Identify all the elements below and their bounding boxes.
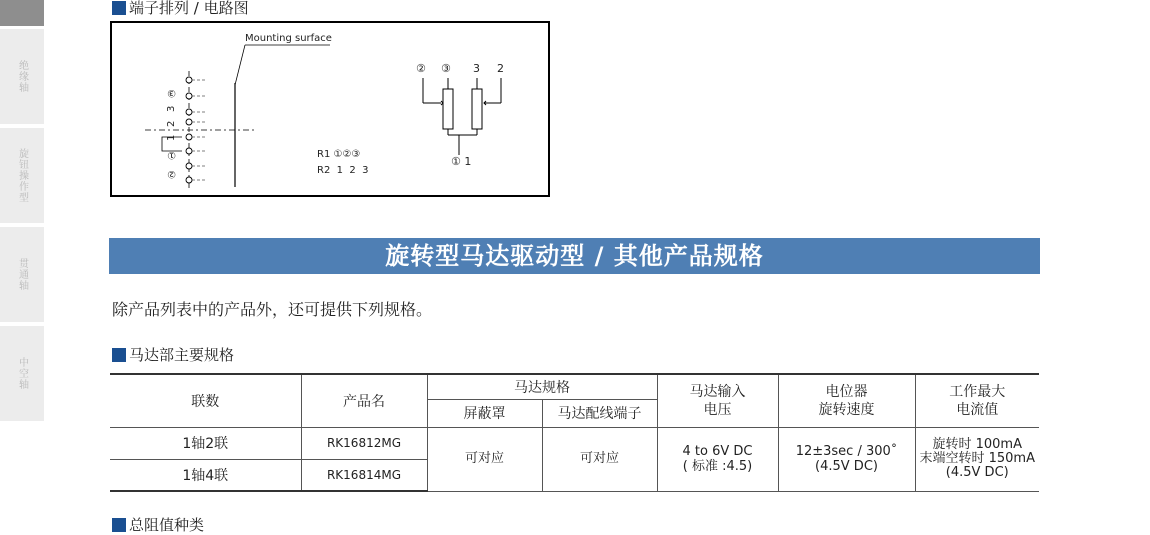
pin-label: ① xyxy=(166,149,177,161)
cell-line: 末端空转时 150mA xyxy=(919,451,1035,466)
heading-square-icon xyxy=(112,518,126,532)
heading-text: 马达部主要规格 xyxy=(129,346,235,364)
intro-text: 除产品列表中的产品外，还可提供下列规格。 xyxy=(112,300,433,319)
header-input-voltage xyxy=(657,374,778,427)
header-max-current xyxy=(915,374,1039,427)
heading-text: 总阻值种类 xyxy=(129,516,205,534)
header-line: 工作最大 xyxy=(949,383,1006,400)
pin-label: 1 xyxy=(166,134,177,142)
header-line: 旋转速度 xyxy=(818,401,875,418)
motor-section-heading xyxy=(112,344,234,365)
side-tab-insulated-shaft[interactable] xyxy=(0,29,44,124)
cell-line: 旋转时 100mA xyxy=(932,437,1022,452)
heading-square-icon xyxy=(112,348,126,362)
r2-legend: R2 1 2 3 xyxy=(317,165,369,176)
terminal-section-heading xyxy=(112,0,249,18)
heading-text: 端子排列 / 电路图 xyxy=(129,0,249,17)
side-tab-through-shaft[interactable] xyxy=(0,227,44,322)
cell-line: 12±3sec / 300˚ xyxy=(795,444,898,459)
side-tab-knob[interactable] xyxy=(0,128,44,223)
section-banner: 旋转型马达驱动型 / 其他产品规格 xyxy=(109,238,1040,274)
header-wiring: 马达配线端子 xyxy=(542,399,657,427)
terminal-diagram xyxy=(110,21,550,197)
resistance-section-heading xyxy=(112,514,204,535)
motor-spec-table xyxy=(110,373,1039,492)
circuit-terminal-label: ② xyxy=(416,62,426,75)
cell-product: RK16812MG xyxy=(301,427,427,459)
side-tab-active[interactable] xyxy=(0,0,44,26)
cell-line: 4 to 6V DC xyxy=(682,444,753,459)
cell-line: ( 标准 :4.5) xyxy=(682,459,753,474)
cell-gang: 1轴4联 xyxy=(110,459,301,491)
header-line: 电位器 xyxy=(825,383,868,400)
side-tab-label: 旋钮操作型 xyxy=(16,148,28,203)
cell-current xyxy=(915,427,1039,491)
header-motor-spec: 马达规格 xyxy=(427,374,657,399)
pin-label: 3 xyxy=(166,106,177,113)
cell-shield: 可对应 xyxy=(427,427,542,491)
circuit-terminal-label: 3 xyxy=(473,62,480,75)
side-tab-label: 绝缘轴 xyxy=(16,60,28,93)
cell-line: (4.5V DC) xyxy=(815,459,878,474)
mounting-surface-label: Mounting surface xyxy=(245,33,332,44)
side-tab-label: 中空轴 xyxy=(16,357,28,390)
cell-line: (4.5V DC) xyxy=(945,465,1009,480)
header-line: 马达输入 xyxy=(689,383,746,400)
cell-voltage xyxy=(657,427,778,491)
cell-speed xyxy=(778,427,915,491)
circuit-terminal-label: 2 xyxy=(497,62,504,75)
cell-wiring: 可对应 xyxy=(542,427,657,491)
circuit-terminal-label: ① 1 xyxy=(451,155,472,168)
pin-label: 2 xyxy=(166,120,177,127)
r1-legend: R1 ①②③ xyxy=(317,149,361,160)
header-line: 电流值 xyxy=(956,401,999,418)
pin-label: ③ xyxy=(166,87,177,99)
header-rotation-speed xyxy=(778,374,915,427)
header-shield: 屏蔽罩 xyxy=(427,399,542,427)
side-tab-hollow-shaft[interactable] xyxy=(0,326,44,421)
cell-product: RK16814MG xyxy=(301,459,427,491)
heading-square-icon xyxy=(112,1,126,15)
header-line: 电压 xyxy=(703,401,732,418)
header-product: 产品名 xyxy=(301,374,427,427)
cell-gang: 1轴2联 xyxy=(110,427,301,459)
table-row xyxy=(110,427,1039,459)
pin-label: ② xyxy=(166,168,177,180)
header-gang: 联数 xyxy=(110,374,301,427)
circuit-terminal-label: ③ xyxy=(441,62,451,75)
side-tab-label: 贯通轴 xyxy=(16,258,28,291)
pin-number-labels xyxy=(164,83,180,183)
